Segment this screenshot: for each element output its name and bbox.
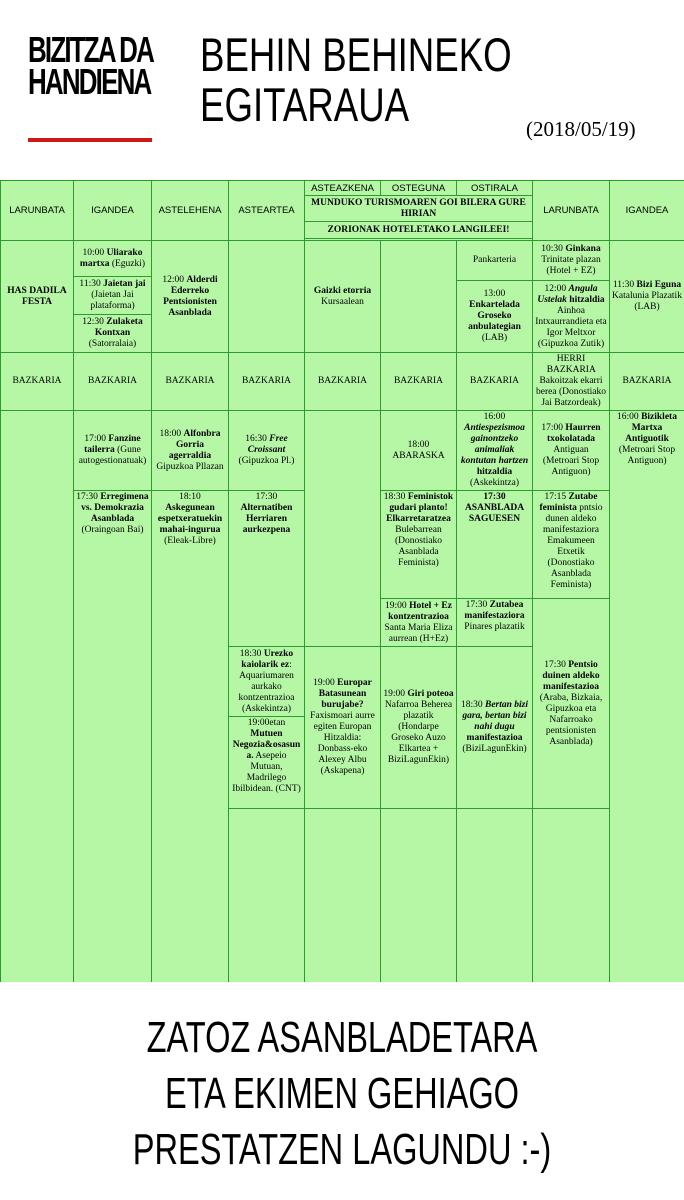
event-giri-poteoa: 19:00 Giri poteoa Nafarroa Beherea plazatik (Hondarpe Groseko Auzo Elkartea + BiziLagunEkin) <box>381 647 457 809</box>
day-header-wednesday: ASTEAZKENA <box>305 181 381 196</box>
logo-line1: BIZITZA DA <box>28 29 154 70</box>
lunch-sunday-2: BAZKARIA <box>610 353 684 411</box>
event-hotel-ez-kontzentrazioa: 19:00 Hotel + Ez kontzentrazioa Santa Maria Eliza aurrean (H+Ez) <box>381 599 457 647</box>
empty-tuesday-morning <box>229 241 305 353</box>
day-header-sunday: IGANDEA <box>74 181 152 241</box>
banner-hotel-workers: ZORIONAK HOTELETAKO LANGILEEI! <box>305 222 533 239</box>
event-enkartelada: 13:00 Enkartelada Groseko anbulategian (LAB) <box>457 281 533 353</box>
event-askegunean-mahai-ingurua: 18:10 Askegunean espetxeratuekin mahai-ingurua (Eleak-Libre) <box>152 491 229 983</box>
footer-line3: PRESTATZEN LAGUNDU :-) <box>132 1125 552 1174</box>
event-ginkana: 10:30 Ginkana Trinitate plazan (Hotel + EZ) <box>533 241 610 281</box>
event-alfonbra-gorria: 18:00 Alfonbra Gorria agerraldia Gipuzkoa Pllazan <box>152 411 229 491</box>
event-pentsio-duinen-manifestazioa: 17:30 Pentsio duinen aldeko manifestazioa (Araba, Bizkaia, Gipuzkoa eta Nafarroako pentsionisten Asanblada) <box>533 599 610 809</box>
day-header-friday: OSTIRALA <box>457 181 533 196</box>
day-header-tuesday: ASTEARTEA <box>229 181 305 241</box>
event-gaizki-etorria: Gaizki etorria Kursaalean <box>305 241 381 353</box>
day-header-sunday-2: IGANDEA <box>610 181 684 241</box>
event-fanzine-tailerra: 17:00 Fanzine tailerra (Gune autogestionatuak) <box>74 411 152 491</box>
event-uliarako-martxa: 10:00 Uliarako martxa (Eguzki) <box>74 241 152 277</box>
day-header-monday: ASTELEHENA <box>152 181 229 241</box>
event-europar-batasunean: 19:00 Europar Batasunean burujabe? Faxismoari aurre egiten Europan Hitzaldia: Donbass-eko Alexey Albu (Askapena) <box>305 647 381 809</box>
event-jaietan-jai: 11:30 Jaietan jai (Jaietan Jai plataforma) <box>74 277 152 315</box>
schedule-table <box>0 180 684 982</box>
day-header-thursday: OSTEGUNA <box>381 181 457 196</box>
banner-summit: MUNDUKO TURISMOAREN GOI BILERA GURE HIRIAN <box>305 196 533 222</box>
event-urezko-kaiolarik-ez: 18:30 Urezko kaiolarik ez: Aquariumaren aurkako kontzentrazioa (Askekintza) <box>229 647 305 717</box>
event-angula-ustelak: 12:00 Angula Ustelak hitzaldia Ainhoa Intxaurrandieta eta Igor Meltxor (Gipuzkoa Zutik) <box>533 281 610 353</box>
schedule-grid <box>0 180 684 982</box>
footer-line1: ZATOZ ASANBLADETARA <box>146 1013 538 1062</box>
event-zutabe-feminista: 17:15 Zutabe feminista pntsio dunen aldeko manifestaziora Emakumeen Etxetik (Donostiako Asanblada Feminista) <box>533 491 610 599</box>
assembly-saturday <box>229 809 305 983</box>
assembly-sunday <box>305 809 381 983</box>
title-line2: EGITARAUA <box>200 78 410 131</box>
event-erregimena-asanblada: 17:30 Erregimena vs. Demokrazia Asanblada (Oraingoan Bai) <box>74 491 152 983</box>
logo-line2: HANDIENA <box>28 61 151 102</box>
footer-line2: ETA EKIMEN GEHIAGO <box>164 1069 520 1118</box>
lunch-tuesday: BAZKARIA <box>229 353 305 411</box>
page-title <box>200 30 512 130</box>
event-abaraska: 18:00 ABARASKA <box>381 411 457 491</box>
assembly-tuesday <box>457 809 533 983</box>
day-header-saturday-2: LARUNBATA <box>533 181 610 241</box>
event-has-dadila-festa: HAS DADILA FESTA <box>1 241 74 353</box>
event-mutuen-negozia: 19:00etan Mutuen Negozia&osasuna. Asepeio Mutuan, Madrilego Ibilbidean. (CNT) <box>229 717 305 809</box>
lunch-sunday: BAZKARIA <box>74 353 152 411</box>
logo <box>28 29 154 102</box>
event-asanblada-saguesen: 17:30 ASANBLADA SAGUESEN <box>457 491 533 599</box>
event-bizi-eguna: 11:30 Bizi Eguna Katalunia Plazatik (LAB) <box>610 241 684 353</box>
event-feministok-gudari: 18:30 Feministok gudari planto! Elkarretaratzea Bulebarrean (Donostiako Asanblada Feminista) <box>381 491 457 599</box>
empty-saturday-afternoon <box>1 411 74 983</box>
event-bertan-bizi-gara: 18:30 Bertan bizi gara, bertan bizi nahi dugu manifestazioa (BiziLagunEkin) <box>457 647 533 809</box>
empty-thursday-morning <box>381 241 457 353</box>
event-antiespezismoa: 16:00 Antiespezismoa gainontzeko animaliak kontutan hartzen hitzaldia (Askekintza) <box>457 411 533 491</box>
lunch-thursday: BAZKARIA <box>381 353 457 411</box>
footer-call-to-action <box>0 1010 684 1178</box>
logo-underline <box>28 138 152 142</box>
assembly-wednesday <box>533 809 610 983</box>
event-haurren-txokolatada: 17:00 Haurren txokolatada Antiguan (Metroari Stop Antiguon) <box>533 411 610 491</box>
lunch-saturday: BAZKARIA <box>1 353 74 411</box>
event-pentsionisten-asanblada: 12:00 Alderdi Ederreko Pentsionisten Asanblada <box>152 241 229 353</box>
event-zutabea-manifestaziora: 17:30 Zutabea manifestaziora Pinares plazatik <box>457 599 533 647</box>
empty-wednesday-afternoon <box>305 411 381 647</box>
assembly-monday <box>381 809 457 983</box>
date: (2018/05/19) <box>526 117 636 141</box>
event-zulaketa-kontxan: 12:30 Zulaketa Kontxan (Satorralaia) <box>74 315 152 353</box>
lunch-friday: BAZKARIA <box>457 353 533 411</box>
lunch-monday: BAZKARIA <box>152 353 229 411</box>
event-alternatiben-herria: 17:30 Alternatiben Herriaren aurkezpena <box>229 491 305 647</box>
event-bizikleta-martxa: 16:00 Bizikleta Martxa Antiguotik (Metroari Stop Antiguon) <box>610 411 684 983</box>
lunch-wednesday: BAZKARIA <box>305 353 381 411</box>
event-pankarteria: Pankarteria <box>457 241 533 281</box>
lunch-herri-bazkaria: HERRI BAZKARIA Bakoitzak ekarri berea (Donostiako Jai Batzordeak) <box>533 353 610 411</box>
event-free-croissant: 16:30 Free Croissant (Gipuzkoa Pl.) <box>229 411 305 491</box>
day-header-saturday: LARUNBATA <box>1 181 74 241</box>
title-line1: BEHIN BEHINEKO <box>200 28 512 81</box>
